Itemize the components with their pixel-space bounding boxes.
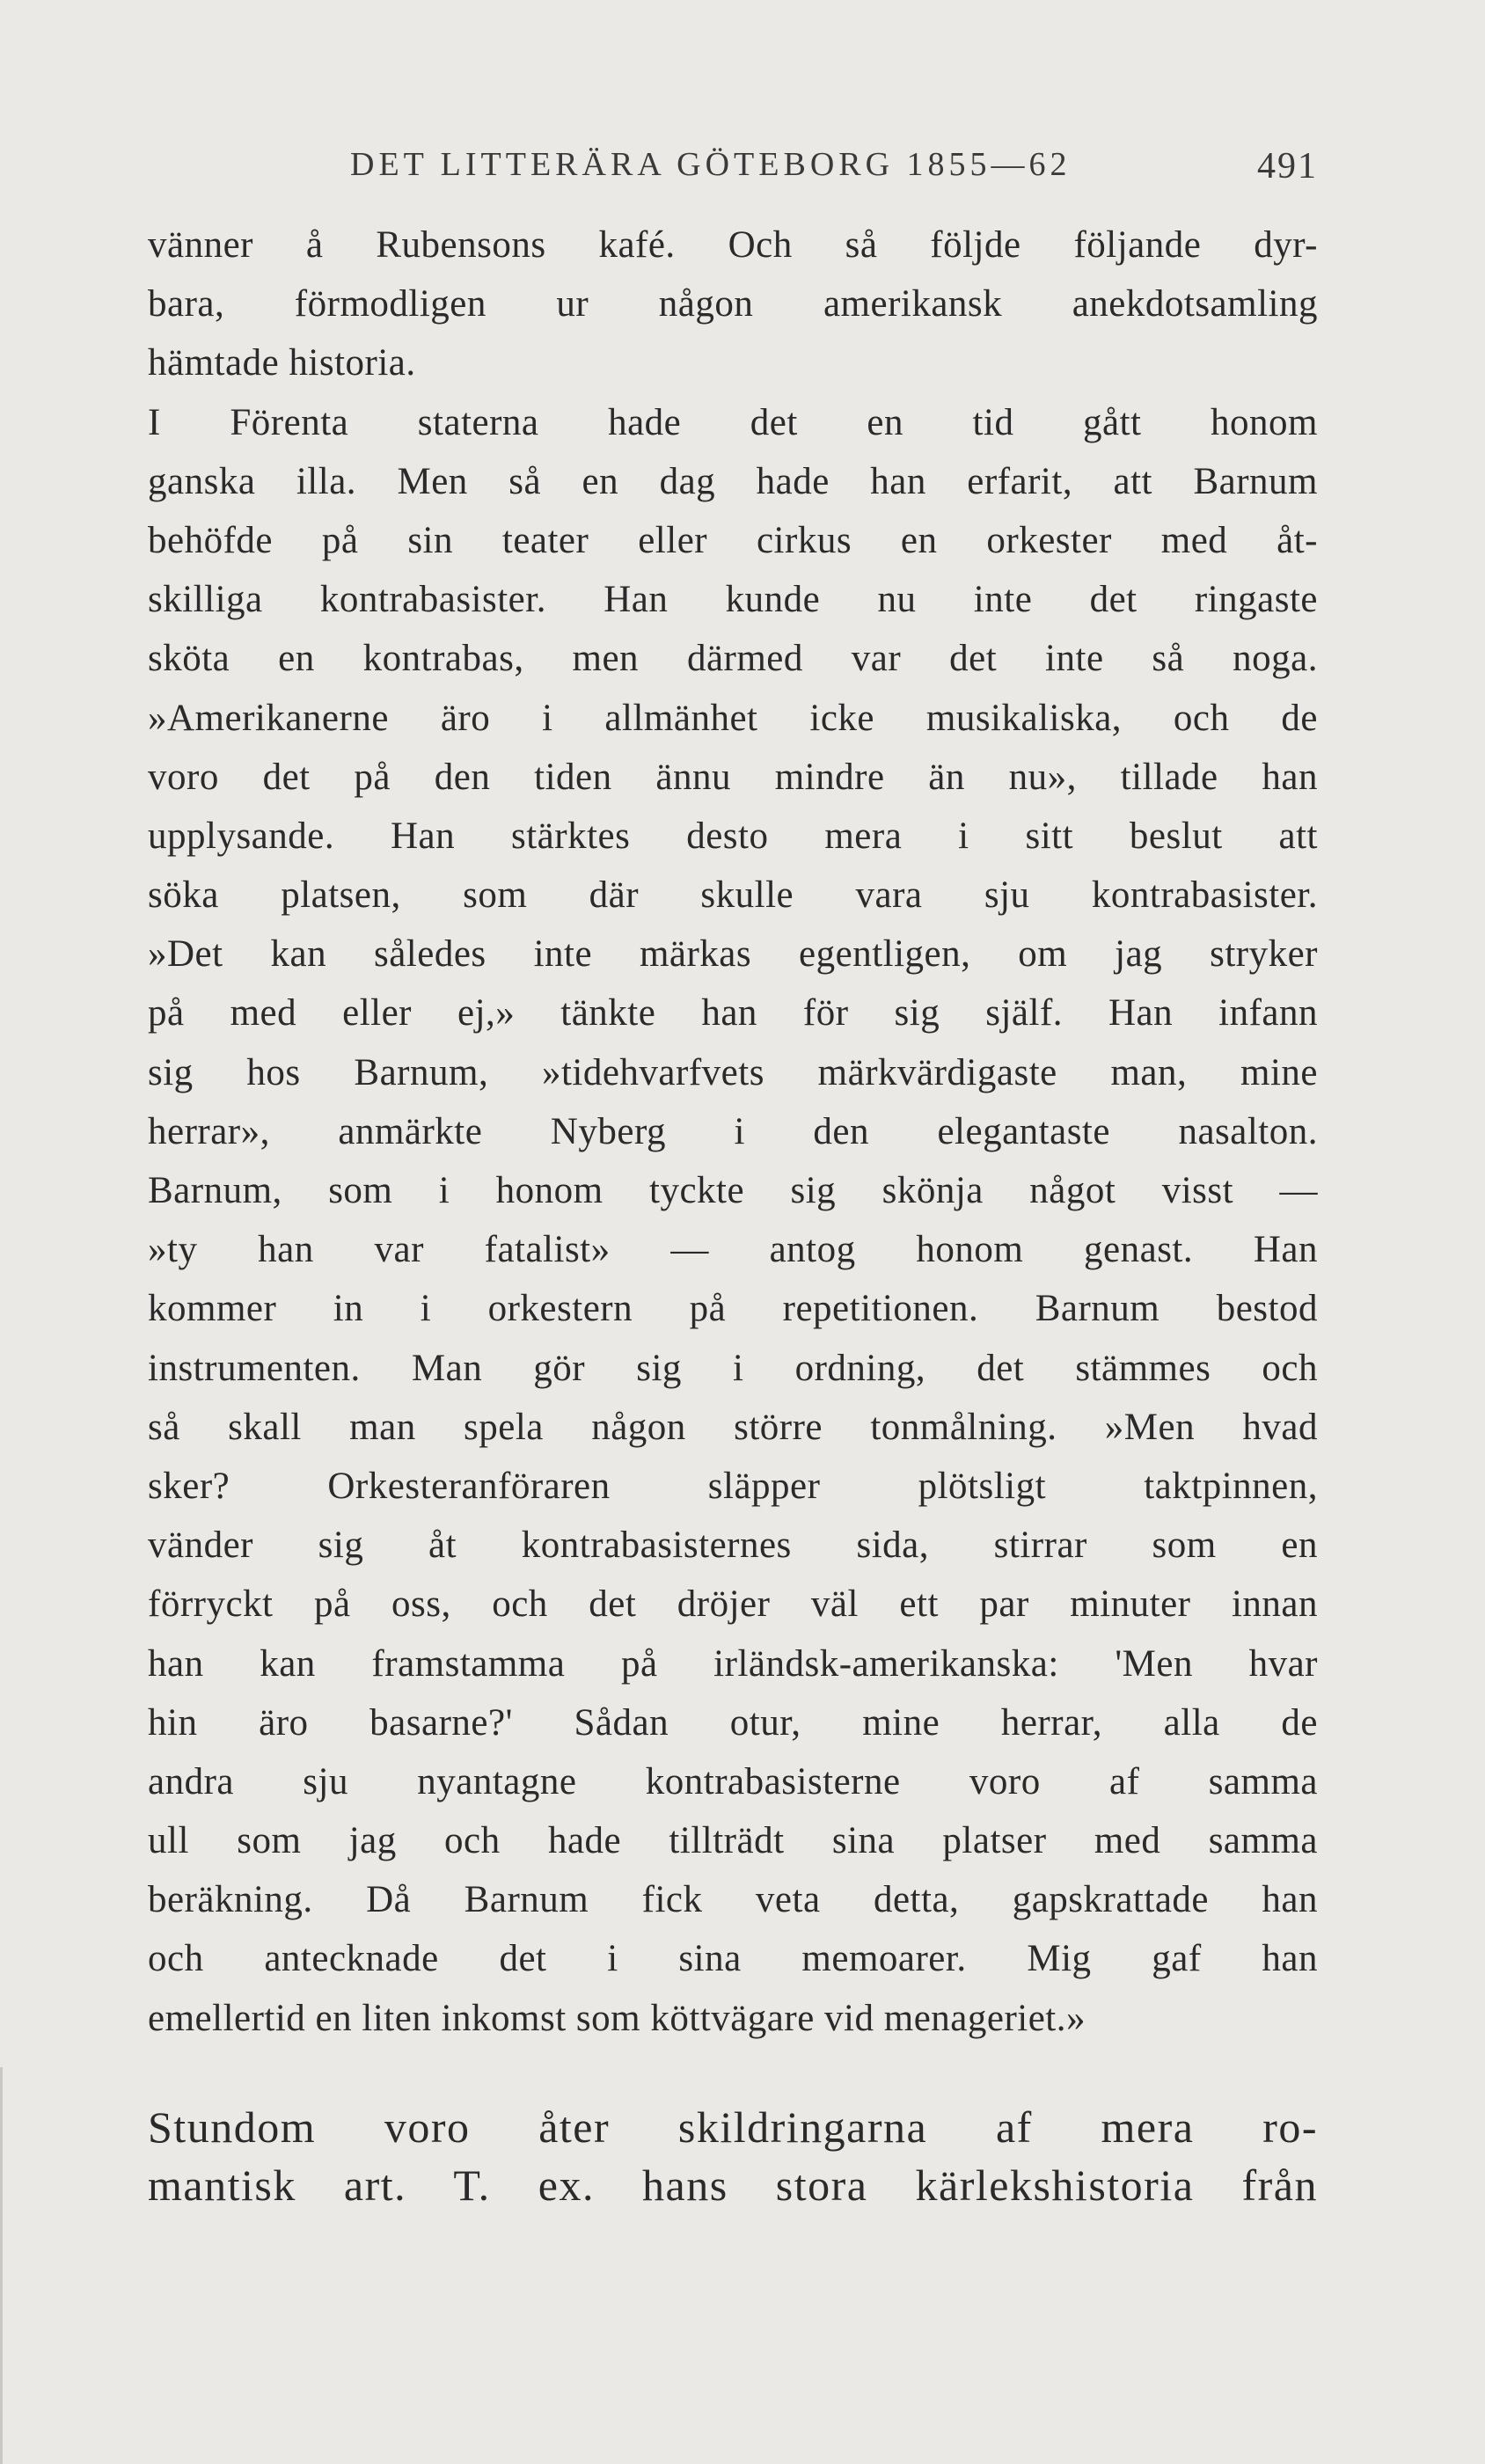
text-line: upplysande. Han stärktes desto mera i sitt beslut att	[148, 815, 1318, 857]
text-line: Barnum, som i honom tyckte sig skönja något visst —	[148, 1170, 1318, 1211]
text-line: och antecknade det i sina memoarer. Mig gaf han	[148, 1938, 1318, 1980]
page-number: 491	[1257, 146, 1318, 186]
text-line: »ty han var fatalist» — antog honom genast. Han	[148, 1229, 1318, 1271]
text-line: beräkning. Då Barnum fick veta detta, gapskrattade han	[148, 1879, 1318, 1921]
text-line: I Förenta staterna hade det en tid gått honom	[148, 401, 1318, 443]
text-line: mantisk art. T. ex. hans stora kärlekshistoria från	[148, 2161, 1318, 2210]
text-line: »Det kan således inte märkas egentligen, om jag stryker	[148, 933, 1318, 976]
page-edge-shadow	[0, 2067, 3, 2464]
page-header	[148, 145, 1318, 189]
text-line: sker? Orkesteranföraren släpper plötsligt taktpinnen,	[148, 1465, 1318, 1507]
text-line: hin äro basarne?' Sådan otur, mine herrar, alla de	[148, 1701, 1318, 1744]
running-title: DET LITTERÄRA GÖTEBORG 1855—62	[350, 146, 1072, 183]
text-line: andra sju nyantagne kontrabasisterne voro af samma	[148, 1760, 1318, 1802]
text-line: herrar», anmärkte Nyberg i den elegantaste nasalton.	[148, 1110, 1318, 1152]
text-line: behöfde på sin teater eller cirkus en orkester med åt-	[148, 519, 1318, 561]
text-line: ganska illa. Men så en dag hade han erfarit, att Barnum	[148, 460, 1318, 502]
text-line: ull som jag och hade tillträdt sina platser med samma	[148, 1820, 1318, 1862]
body-text	[148, 216, 1318, 2048]
text-line: instrumenten. Man gör sig i ordning, det stämmes och	[148, 1347, 1318, 1389]
text-line: kommer in i orkestern på repetitionen. Barnum bestod	[148, 1288, 1318, 1330]
text-line: vänder sig åt kontrabasisternes sida, stirrar som en	[148, 1524, 1318, 1567]
text-line: bara, förmodligen ur någon amerikansk anekdotsamling	[148, 283, 1318, 325]
text-line: på med eller ej,» tänkte han för sig själf. Han infann	[148, 992, 1318, 1035]
text-line: sköta en kontrabas, men därmed var det inte så noga.	[148, 638, 1318, 680]
text-line: voro det på den tiden ännu mindre än nu», tillade han	[148, 756, 1318, 798]
text-line: Stundom voro åter skildringarna af mera ro-	[148, 2102, 1318, 2152]
text-line: skilliga kontrabasister. Han kunde nu inte det ringaste	[148, 579, 1318, 621]
text-line: söka platsen, som där skulle vara sju kontrabasister.	[148, 874, 1318, 917]
text-line: vänner å Rubensons kafé. Och så följde följande dyr-	[148, 224, 1318, 266]
text-line: så skall man spela någon större tonmålning. »Men hvad	[148, 1406, 1318, 1448]
text-line: han kan framstamma på irländsk-amerikanska: 'Men hvar	[148, 1642, 1318, 1685]
text-line: »Amerikanerne äro i allmänhet icke musikaliska, och de	[148, 697, 1318, 739]
text-line: förryckt på oss, och det dröjer väl ett par minuter innan	[148, 1583, 1318, 1626]
text-line: hämtade historia.	[148, 342, 416, 384]
large-print-paragraph	[148, 2098, 1318, 2214]
text-line: sig hos Barnum, »tidehvarfvets märkvärdigaste man, mine	[148, 1051, 1318, 1093]
text-line: emellertid en liten inkomst som köttvägare vid menageriet.»	[148, 1997, 1086, 2039]
